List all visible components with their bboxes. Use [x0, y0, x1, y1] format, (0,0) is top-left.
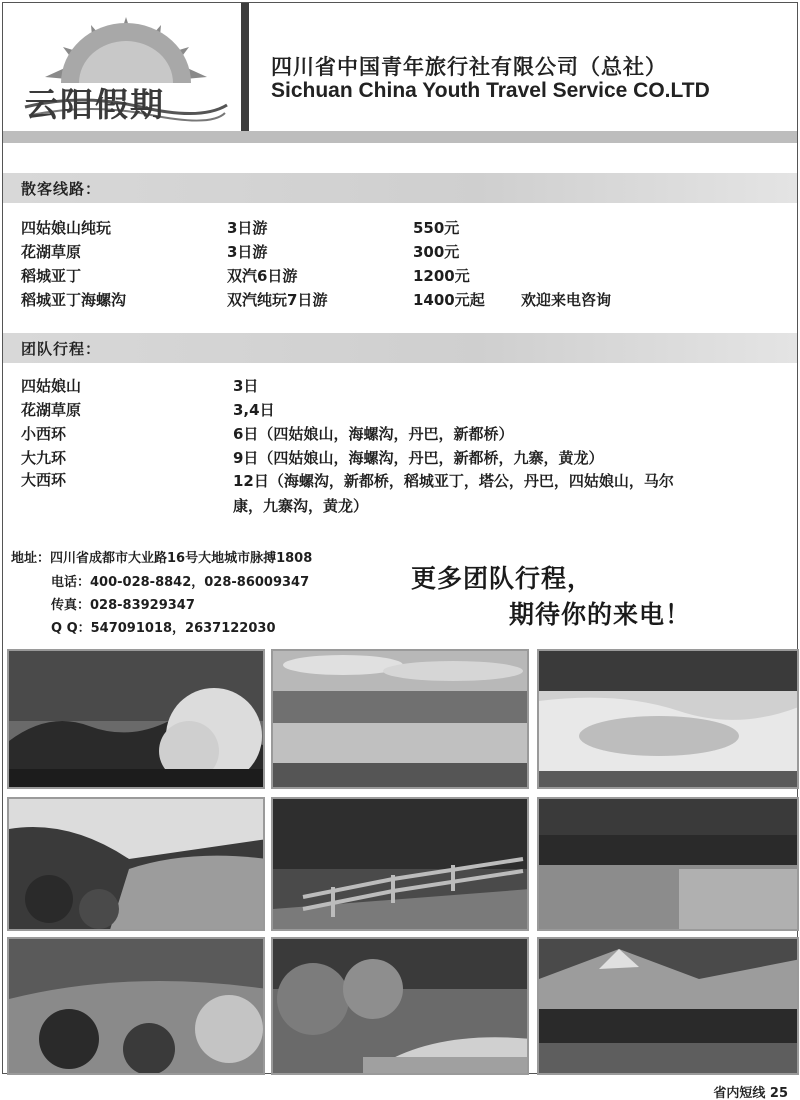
- tour-detail: 9日（四姑娘山，海螺沟，丹巴，新都桥，九寨，黄龙）: [233, 449, 604, 467]
- section-title: 团队行程：: [21, 340, 102, 358]
- page-frame: [2, 2, 798, 1074]
- tour-detail: 6日（四姑娘山，海螺沟，丹巴，新都桥）: [233, 425, 514, 443]
- slogan-line-1: 更多团队行程，: [411, 564, 594, 593]
- route-note: 欢迎来电咨询: [521, 291, 612, 309]
- slogan-line-2: 期待你的来电！: [509, 600, 692, 629]
- route-row: [21, 289, 781, 311]
- landscape-photo: [7, 937, 265, 1075]
- section-title: 散客线路：: [21, 180, 102, 198]
- route-row: [21, 265, 781, 287]
- header-rule: [3, 131, 797, 143]
- route-name: 稻城亚丁海螺沟: [21, 291, 127, 309]
- tour-name: 大九环: [21, 449, 67, 467]
- tour-detail: 3,4日: [233, 401, 275, 419]
- route-duration: 双汽纯玩7日游: [227, 291, 328, 309]
- landscape-photo: [537, 797, 799, 931]
- contact-address: 地址：四川省成都市大业路16号大地城市脉搏1808: [11, 551, 313, 566]
- contact-phone: 电话：400-028-8842，028-86009347: [51, 575, 310, 590]
- route-price: 300元: [413, 243, 460, 261]
- header: [3, 3, 797, 131]
- section-group-tours: [3, 333, 797, 363]
- tour-detail: 3日: [233, 377, 259, 395]
- landscape-photo: [7, 797, 265, 931]
- landscape-photo: [271, 797, 529, 931]
- company-name-cn: 四川省中国青年旅行社有限公司（总社）: [271, 55, 667, 79]
- landscape-photo: [537, 937, 799, 1075]
- route-name: 稻城亚丁: [21, 267, 82, 285]
- tour-detail: 12日（海螺沟，新都桥，稻城亚丁，塔公，丹巴，四姑娘山，马尔康，九寨沟，黄龙）: [233, 472, 674, 515]
- route-name: 花湖草原: [21, 243, 82, 261]
- section-individual-routes: [3, 173, 797, 203]
- landscape-photo: [7, 649, 265, 789]
- contact-fax: 传真：028-83929347: [51, 598, 195, 613]
- route-duration: 双汽6日游: [227, 267, 298, 285]
- route-name: 四姑娘山纯玩: [21, 219, 112, 237]
- contact-qq: Q Q：547091018，2637122030: [51, 621, 276, 636]
- page-footer: 省内短线 25: [713, 1086, 788, 1100]
- company-name-en: Sichuan China Youth Travel Service CO.LTD: [271, 79, 710, 102]
- tour-name: 花湖草原: [21, 401, 82, 419]
- route-row: [21, 217, 781, 239]
- route-row: [21, 241, 781, 263]
- route-price: 1200元: [413, 267, 470, 285]
- route-price: 550元: [413, 219, 460, 237]
- landscape-photo: [271, 937, 529, 1075]
- landscape-photo: [271, 649, 529, 789]
- logo-text: 云阳假期: [25, 85, 165, 124]
- tour-name: 四姑娘山: [21, 377, 82, 395]
- landscape-photo: [537, 649, 799, 789]
- tour-name: 小西环: [21, 425, 67, 443]
- route-duration: 3日游: [227, 243, 268, 261]
- route-duration: 3日游: [227, 219, 268, 237]
- route-price: 1400元起: [413, 291, 485, 309]
- header-divider: [241, 3, 249, 131]
- tour-name: 大西环: [21, 471, 67, 489]
